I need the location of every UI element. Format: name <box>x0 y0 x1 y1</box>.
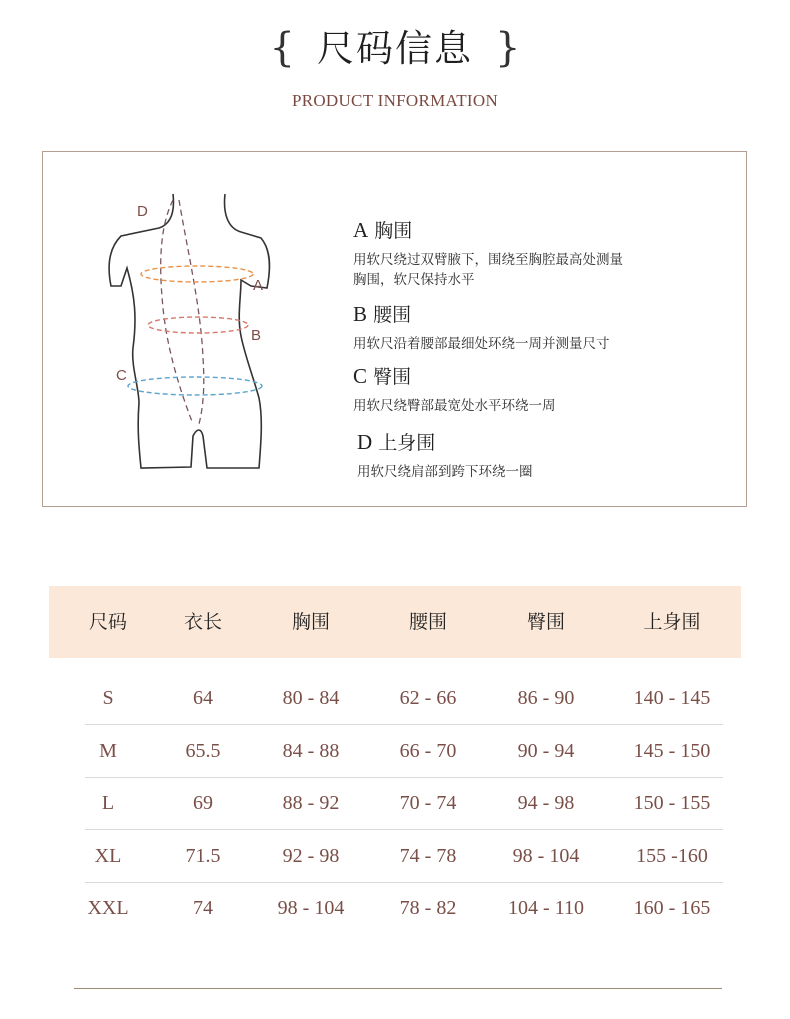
cell-length: 74 <box>193 897 213 919</box>
def-title: 上身围 <box>378 432 436 454</box>
cell-size: XL <box>94 845 122 867</box>
cell-length: 64 <box>193 687 213 709</box>
def-letter: A <box>353 218 369 242</box>
cell-waist: 74 - 78 <box>399 845 457 867</box>
header-size: 尺码 <box>88 611 128 633</box>
right-brace: } <box>495 25 521 71</box>
def-title: 腰围 <box>373 304 412 326</box>
cell-waist: 70 - 74 <box>399 792 457 814</box>
diagram-label-d: D <box>137 203 148 220</box>
cell-torso: 160 - 165 <box>633 897 711 919</box>
page-title: 尺码信息 <box>317 26 473 70</box>
cell-size: L <box>101 792 115 814</box>
line-c <box>128 377 262 395</box>
header-hip: 臀围 <box>526 611 566 633</box>
bottom-divider <box>74 988 722 989</box>
line-a <box>141 266 253 282</box>
def-letter: B <box>353 302 368 326</box>
cell-hip: 94 - 98 <box>517 792 575 814</box>
cell-chest: 84 - 88 <box>282 740 340 762</box>
cell-waist: 66 - 70 <box>399 740 457 762</box>
definition-c <box>353 366 556 416</box>
left-brace: { <box>269 25 295 71</box>
size-table-header <box>49 586 741 658</box>
cell-hip: 104 - 110 <box>508 897 584 919</box>
def-desc-line: 用软尺绕过双臂腋下，围绕至胸腔最高处测量 <box>353 252 623 268</box>
cell-waist: 78 - 82 <box>399 897 457 919</box>
diagram-label-b: B <box>251 327 262 344</box>
table-row <box>85 882 723 934</box>
cell-waist: 62 - 66 <box>399 687 457 709</box>
header-waist: 腰围 <box>408 611 448 633</box>
header-length: 衣长 <box>183 611 223 633</box>
table-row <box>85 725 723 778</box>
cell-size: S <box>102 687 114 709</box>
cell-chest: 88 - 92 <box>282 792 340 814</box>
def-title: 臀围 <box>373 366 412 388</box>
cell-length: 65.5 <box>185 740 221 762</box>
header-torso: 上身围 <box>643 611 701 633</box>
page-subtitle: PRODUCT INFORMATION <box>291 91 499 110</box>
cell-length: 71.5 <box>185 845 221 867</box>
cell-torso: 150 - 155 <box>633 792 711 814</box>
cell-torso: 140 - 145 <box>633 687 711 709</box>
definition-d <box>357 432 533 482</box>
def-letter: D <box>357 430 373 454</box>
def-desc-line: 胸围，软尺保持水平 <box>353 272 475 288</box>
def-letter: C <box>353 364 368 388</box>
diagram-label-c: C <box>116 367 127 384</box>
definition-a <box>353 220 623 290</box>
cell-chest: 92 - 98 <box>282 845 340 867</box>
table-row <box>85 830 723 883</box>
cell-size: M <box>99 740 117 762</box>
line-b <box>148 317 248 333</box>
cell-size: XXL <box>87 897 129 919</box>
cell-chest: 80 - 84 <box>282 687 340 709</box>
table-row <box>85 672 723 725</box>
table-row <box>85 777 723 830</box>
cell-hip: 86 - 90 <box>517 687 575 709</box>
def-title: 胸围 <box>374 220 413 242</box>
definition-b <box>353 304 610 354</box>
body-measurement-diagram <box>101 188 331 478</box>
cell-length: 69 <box>193 792 213 814</box>
page-header <box>0 25 790 71</box>
def-desc-line: 用软尺沿着腰部最细处环绕一周并测量尺寸 <box>353 336 610 352</box>
diagram-label-a: A <box>253 277 264 294</box>
def-desc-line: 用软尺绕臀部最宽处水平环绕一周 <box>353 398 556 414</box>
header-chest: 胸围 <box>291 611 331 633</box>
cell-hip: 98 - 104 <box>512 845 580 867</box>
measurement-guide-box <box>42 151 747 507</box>
line-d <box>161 200 204 424</box>
body-outline <box>109 194 269 468</box>
cell-hip: 90 - 94 <box>517 740 575 762</box>
def-desc-line: 用软尺绕肩部到跨下环绕一圈 <box>357 464 533 480</box>
cell-torso: 145 - 150 <box>633 740 711 762</box>
cell-chest: 98 - 104 <box>277 897 345 919</box>
cell-torso: 155 -160 <box>636 845 708 867</box>
